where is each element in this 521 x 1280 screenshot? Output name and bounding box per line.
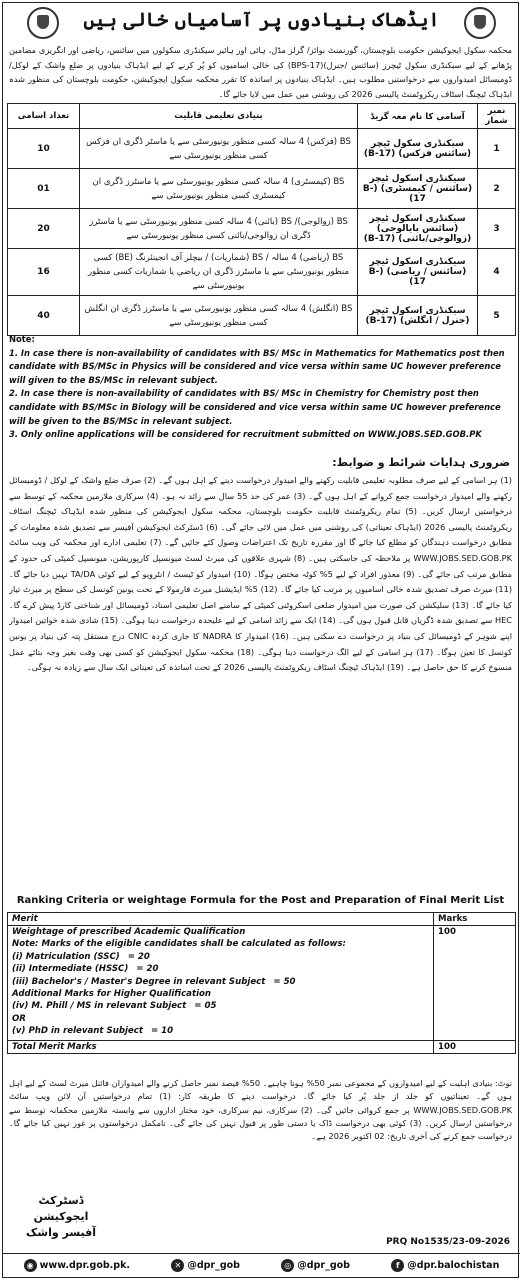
merit-section-cell bbox=[8, 926, 434, 1041]
post-cell: سیکنڈری سکول ٹیچر (سائنس فزکس) (B-17) bbox=[358, 129, 478, 169]
intro-paragraph: محکمہ سکول ایجوکیشن حکومت بلوچستان، گورنمنٹ بوائز/ گرلز مڈل، ہائی اور ہائیر سیکنڈری سکولوں میں سائنس، ریاضی اور انگریزی مضامین پڑھانے کے لیے سیکنڈری سکول ٹیچرز (سائنس /جنرل)(BPS-17) کی خالی اسامیوں کو پُر کرنے کے لیے ایڈہاک بنیادوں پر ضلع واشک کے لوکل/ ڈومیسائل امیدواروں سے درخواستیں مطلوب ہیں۔ ایڈہاک بنیادوں پر اساتذہ کا تقرر محکمہ سکول ایجوکیشن، حکومت بلوچستان کی منظور شدہ ایڈہاک ٹیچنگ اسٹاف ریکروٹمنٹ پالیسی 2026 کی روشنی میں عمل میں لایا جائے گا۔ bbox=[9, 45, 512, 99]
table-row bbox=[8, 129, 516, 169]
total-label-cell: Total Merit Marks bbox=[8, 1040, 434, 1053]
merit-line bbox=[12, 1014, 429, 1026]
merit-line-label: (ii) Intermediate (HSSC) bbox=[12, 964, 129, 975]
instagram-icon: ◎ bbox=[281, 1259, 294, 1272]
total-value-cell: 100 bbox=[434, 1040, 516, 1053]
merit-line-value: = 10 bbox=[150, 1026, 174, 1037]
signature-block bbox=[11, 1193, 111, 1241]
merit-line-value: = 50 bbox=[273, 976, 296, 987]
table-row bbox=[8, 169, 516, 209]
header bbox=[3, 3, 520, 43]
prq-number: PRQ No1535/23-09-2026 bbox=[386, 1237, 510, 1247]
merit-line bbox=[12, 952, 429, 964]
qualification-cell: BS (کیمسٹری) 4 سالہ کسی منظور یونیورسٹی سے یا ماسٹرز ڈگری ان کیمسٹری کسی منظور یونیورسٹی سے bbox=[80, 169, 358, 209]
website-label: www.dpr.gob.pk. bbox=[39, 1260, 130, 1271]
serial-cell: 5 bbox=[478, 296, 516, 336]
col-qualification: بنیادی تعلیمی قابلیت bbox=[80, 104, 358, 129]
merit-line-value: = 20 bbox=[136, 964, 159, 975]
qualification-cell: BS (زوالوجی)/ BS (بائنی) 4 سالہ کسی منظور یونیورسٹی سے یا ماسٹرز ڈگری ان زوالوجی/بائنی کسی منظور یونیورسٹی سے bbox=[80, 209, 358, 249]
merit-heading: Ranking Criteria or weightage Formula for the Post and Preparation of Final Merit List bbox=[16, 895, 505, 906]
facebook-icon: f bbox=[391, 1259, 404, 1272]
merit-line-label: OR bbox=[12, 1013, 26, 1024]
qualification-cell: BS (انگلش) 4 سالہ کسی منظور یونیورسٹی سے یا ماسٹرز ڈگری ان انگلش کسی منظور یونیورسٹی سے bbox=[80, 296, 358, 336]
merit-line-label: (iv) M. Phill / MS in relevant Subject bbox=[12, 1001, 187, 1012]
notes-heading: Note: bbox=[9, 334, 35, 344]
marks-col-header: Marks bbox=[434, 913, 516, 926]
facebook-link[interactable] bbox=[391, 1259, 499, 1272]
merit-line-value: = 20 bbox=[127, 951, 150, 962]
table-row bbox=[8, 249, 516, 296]
note-item: 3. Only online applications will be considered for recruitment submitted on WWW.JOBS.SED.GOB.PK bbox=[9, 429, 482, 440]
posts-table bbox=[7, 103, 516, 336]
twitter-label: @dpr_gob bbox=[187, 1260, 240, 1271]
count-cell: 01 bbox=[8, 169, 80, 209]
rules-heading: ضروری ہدایات شرائط و ضوابط: bbox=[332, 456, 510, 469]
merit-line bbox=[12, 939, 429, 951]
merit-line-label: Additional Marks for Higher Qualification bbox=[12, 988, 212, 999]
serial-cell: 1 bbox=[478, 129, 516, 169]
signature-line-2: آفیسر واشک bbox=[25, 1226, 97, 1239]
merit-line-label: (v) PhD in relevant Subject bbox=[12, 1026, 143, 1037]
post-cell: سیکنڈری اسکول ٹیچر (جنرل / انگلش) (B-17) bbox=[358, 296, 478, 336]
section-marks-cell: 100 bbox=[434, 926, 516, 1041]
website-link[interactable] bbox=[24, 1259, 130, 1272]
post-cell: سیکنڈری اسکول ٹیچر (سائنس بایالوجی) (زوالوجی/بائنی) (B-17) bbox=[358, 209, 478, 249]
merit-line-label: (i) Matriculation (SSC) bbox=[12, 951, 120, 962]
signature-line-1: ڈسٹرکٹ ایجوکیشن bbox=[33, 1194, 89, 1223]
facebook-label: @dpr.balochistan bbox=[407, 1260, 500, 1271]
col-serial: نمبر شمار bbox=[478, 104, 516, 129]
twitter-link[interactable] bbox=[171, 1259, 240, 1272]
merit-line bbox=[12, 989, 429, 1001]
twitter-icon: ✕ bbox=[171, 1259, 184, 1272]
count-cell: 40 bbox=[8, 296, 80, 336]
posts-table-header bbox=[8, 104, 516, 129]
merit-table-header bbox=[8, 913, 516, 926]
post-cell: سیکنڈری اسکول ٹیچر (سائنس / کیمسٹری) (B-17) bbox=[358, 169, 478, 209]
instagram-label: @dpr_gob bbox=[297, 1260, 350, 1271]
serial-cell: 2 bbox=[478, 169, 516, 209]
qualification-cell: BS (فزکس) 4 سالہ کسی منظور یونیورسٹی سے یا ماسٹر ڈگری ان فزکس کسی منظور یونیورسٹی سے bbox=[80, 129, 358, 169]
table-row bbox=[8, 209, 516, 249]
advertisement-page bbox=[2, 2, 519, 1278]
application-procedure: نوٹ: بنیادی اہلیت کے لیے امیدواروں کے مجموعی نمبر 50% ہونا چاہیے۔ 50% فیصد نمبر حاصل کرنے والے امیدواران فائنل میرٹ لسٹ کے لیے اہل ہوں گے۔ تعیناتیوں کو جلد از جلد پُر کیا جائے گا۔ درخواست دینے کا طریقہ کار: (1) تمام درخواستیں آن لائن ویب سائٹ WWW.JOBS.SED.GOB.PK پر جمع کروائی جائیں گی۔ (2) سرکاری، نیم سرکاری، خود مختار اداروں سے وابستہ ملازمین محکمانہ توسط سے درخواستیں ارسال کریں۔ (3) کوئی بھی درخواست ڈاک یا دستی طور پر قبول نہیں کی جائے گی۔ نامکمل درخواستوں پر غور نہیں کیا جائے گا۔ درخواست جمع کرنے کی آخری تاریخ: 02 اکتوبر 2026 ہے۔ bbox=[9, 1078, 512, 1142]
count-cell: 16 bbox=[8, 249, 80, 296]
social-links-bar bbox=[3, 1253, 520, 1277]
rules-paragraph: (1) ہر اسامی کے لیے صرف مطلوبہ تعلیمی قابلیت رکھنے والے امیدوار درخواست دینے کے اہل ہوں گے۔ (2) صرف ضلع واشک کے لوکل / ڈومیسائل رکھنے والے امیدوار درخواست جمع کروانے کے اہل ہوں گے۔ (3) عمر کی حد 55 سال سے زائد نہ ہو۔ (4) سرکاری ملازمین محکمہ کے توسط سے درخواستیں ارسال کریں۔ (5) تمام ریکروٹمنٹ قابلیت حکومت بلوچستان، محکمہ سکول ایجوکیشن کی منظور شدہ ایڈہاک ٹیچنگ اسٹاف ریکروٹمنٹ پالیسی 2026 (ایڈہاک تعیناتی) کی روشنی میں عمل میں لائی جائے گی۔ (6) ڈسٹرکٹ ایجوکیشن آفیسر سے تصدیق شدہ معلومات کے مطابق درخواست دہندگان کو مطلع کیا جائے گا اور مقررہ تاریخ تک اعتراضات وصول کئے جائیں گے۔ (7) تعلیمی ادارے اور محکمہ کی ویب سائٹ WWW.JOBS.SED.GOB.PK پر ملاحظہ کی جاسکتی ہیں۔ (8) شہری علاقوں کی میرٹ لسٹ میونسپل کارپوریشن، میونسپل کمیٹی کی حدود کے مطابق مرتب کی جائے گی۔ (9) معذور افراد کے لیے 5% کوٹہ مختص ہوگا۔ (10) امیدوار کو ٹیسٹ / انٹرویو کے لیے کوئی TA/DA نہیں دیا جائے گا۔ (11) میرٹ صرف تصدیق شدہ خالی اسامیوں پر مرتب کیا جائے گا۔ (12) 5% ایڈیشنل میرٹ فارمولا کے تحت یونین کونسل کی سطح پر میرٹ تیار کیا جائے گا۔ (13) سلیکشن کی صورت میں امیدوار ضلعی اسکروٹنی کمیٹی کے سامنے اصل تعلیمی اسناد، ڈومیسائل اور شناختی کارڈ پیش کرے گا۔ HEC سے تصدیق شدہ ڈگریاں قابل قبول ہوں گی۔ (14) ایک سے زائد اسامی کے لیے علیحدہ درخواست دینا ہوگی۔ (15) شادی شدہ خواتین امیدوار اپنے شوہر کے ڈومیسائل کی بنیاد پر درخواست دے سکتی ہیں۔ (16) امیدوار کا NADRA کا جاری کردہ CNIC درج مستقل پتہ کی بنیاد پر یونین کونسل کا تعین ہوگا۔ (17) ہر اسامی کے لیے الگ درخواست دینا ہوگی۔ (18) محکمہ سکول ایجوکیشن کو کسی بھی وقت بغیر وجہ بتائے عمل منسوخ کرنے کا حق حاصل ہے۔ (19) ایڈہاک ٹیچنگ اسٹاف ریکروٹمنٹ پالیسی 2026 کے تحت اساتذہ کی تعیناتی ایک سال سے زیادہ نہ ہوگی۔ bbox=[9, 475, 512, 673]
district-logo-icon bbox=[27, 7, 59, 39]
col-post: آسامی کا نام معہ گریڈ bbox=[358, 104, 478, 129]
merit-col-header: Merit bbox=[8, 913, 434, 926]
merit-line-value: = 05 bbox=[194, 1001, 217, 1012]
section-heading: Weightage of prescribed Academic Qualification bbox=[12, 927, 246, 937]
table-row bbox=[8, 296, 516, 336]
merit-section-row bbox=[8, 926, 516, 1041]
merit-line bbox=[12, 1001, 429, 1013]
note-item: 2. In case there is non-availability of candidates with BS/ MSc in Chemistry for Chemistry post then candidate with BS/MSc in Biology will be considered and vice versa within same UC however preference will be given to the BS/MSc in relevant subject. bbox=[9, 388, 501, 426]
count-cell: 20 bbox=[8, 209, 80, 249]
instagram-link[interactable] bbox=[281, 1259, 350, 1272]
english-notes bbox=[9, 333, 512, 442]
merit-total-row bbox=[8, 1040, 516, 1053]
merit-line bbox=[12, 964, 429, 976]
count-cell: 10 bbox=[8, 129, 80, 169]
note-item: 1. In case there is non-availability of candidates with BS/ MSc in Mathematics for Mathematics post then candidate with BS/MSc in Physics will be considered and vice versa within same UC however preference will given to the BS/MSc in relevant subject. bbox=[9, 347, 505, 385]
qualification-cell: BS (ریاضی) 4 سالہ / BS (شماریات) / بیچلر آف انجینئرنگ (BE) کسی منظور یونیورسٹی سے یا ماسٹرز ڈگری ان ریاضی یا شماریات کسی منظور یونیورسٹی سے bbox=[80, 249, 358, 296]
col-count: تعداد اسامی bbox=[8, 104, 80, 129]
merit-line bbox=[12, 1026, 429, 1038]
merit-table bbox=[7, 912, 516, 1054]
globe-icon: ◉ bbox=[24, 1259, 37, 1272]
merit-line bbox=[12, 977, 429, 989]
merit-line-label: (iii) Bachelor's / Master's Degree in relevant Subject bbox=[12, 976, 266, 987]
government-logo-icon bbox=[464, 7, 496, 39]
post-cell: سیکنڈری اسکول ٹیچر (سائنس / ریاضی) (B-17) bbox=[358, 249, 478, 296]
serial-cell: 4 bbox=[478, 249, 516, 296]
serial-cell: 3 bbox=[478, 209, 516, 249]
page-title: ایڈھاک بنیادوں پر آسامیاں خالی ہیں bbox=[83, 9, 440, 31]
merit-line-label: Note: Marks of the eligible candidates shall be calculated as follows: bbox=[12, 939, 346, 950]
